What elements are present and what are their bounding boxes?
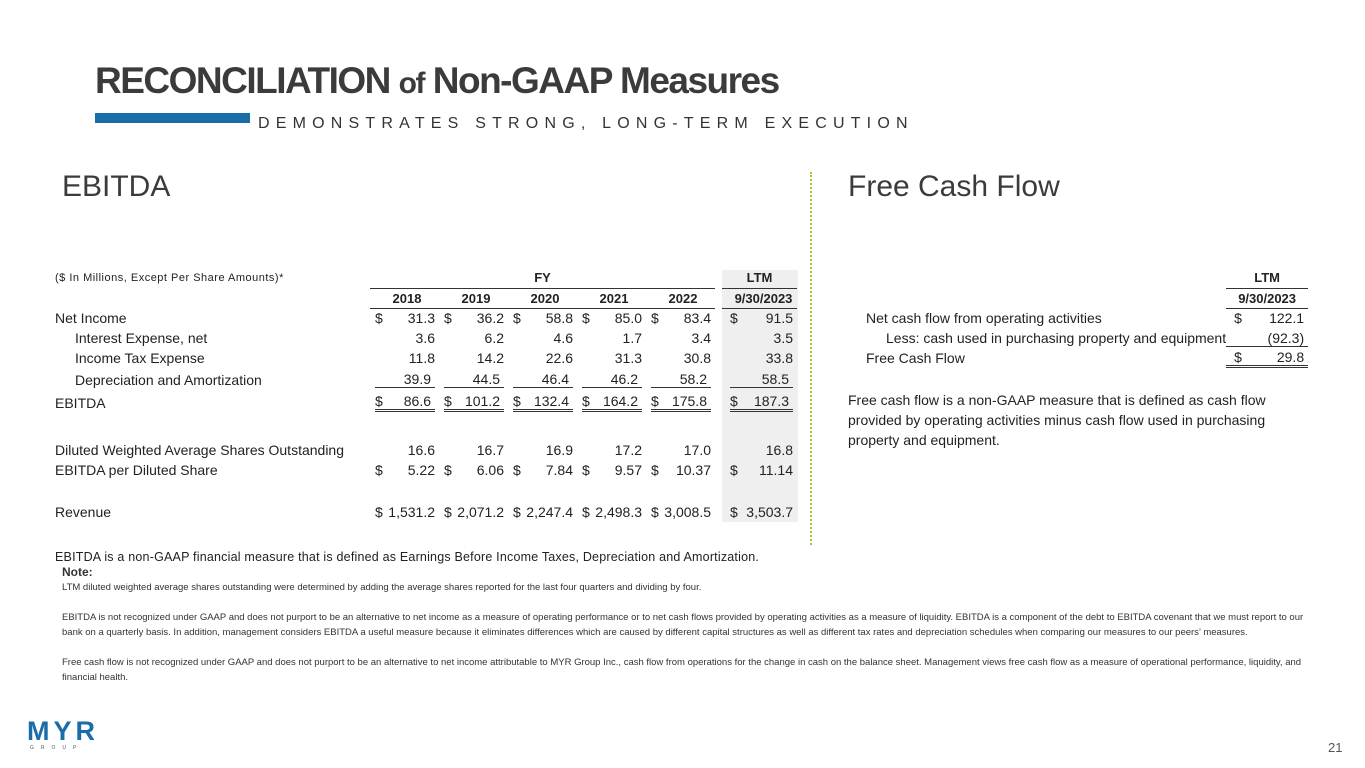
dollar-sign: $ [582,310,590,327]
value-cell [439,391,508,414]
spacer-row [55,480,797,502]
cell-value: 2,247.4 [526,504,573,520]
cell-value: 44.5 [472,371,500,387]
cell-value: 22.6 [545,350,573,366]
dollar-sign: $ [651,462,659,478]
cell-value: 3,503.7 [746,504,793,520]
cell-value: 16.9 [545,442,573,458]
cell-value: 29.8 [1276,348,1305,365]
value-cell [646,460,715,480]
table-row [55,308,797,328]
header-row [55,288,797,308]
cell-value: 14.2 [476,350,504,366]
ebitda-definition: EBITDA is a non-GAAP financial measure that is defined as Earnings Before Income Taxes, Depreciation and Amortization. [55,550,760,564]
column-header: 2019 [439,288,508,308]
cell-value: 9.57 [614,462,642,478]
value-cell [508,348,577,368]
subtitle: DEMONSTRATES STRONG, LONG-TERM EXECUTION [258,115,914,132]
dollar-sign: $ [513,504,521,520]
value-cell [577,440,646,460]
value-cell [646,348,715,368]
cell-value: 6.06 [476,462,504,478]
cell-value: 175.8 [671,393,707,409]
value-cell [722,328,797,348]
value-cell [646,391,715,414]
value-cell [646,502,715,522]
value-cell [370,460,439,480]
cell-value: 58.2 [679,371,707,387]
value-cell [722,460,797,480]
note-item: LTM diluted weighted average shares outstanding were determined by adding the average shares reported for the last four quarters and dividing by four. [62,582,702,593]
dollar-sign: $ [1234,348,1242,365]
value-cell [508,368,577,391]
value-cell [577,502,646,522]
value-cell [646,308,715,328]
dollar-sign: $ [582,462,590,478]
table-row [55,348,797,368]
cell-value: 85.0 [614,310,642,327]
dollar-sign: $ [513,393,521,409]
dollar-sign: $ [444,504,452,520]
value-cell [439,440,508,460]
table-row [55,368,797,391]
cell-value: 91.5 [765,310,793,327]
header-row [866,288,1308,308]
table-row [55,328,797,348]
header-row [866,268,1308,288]
cell-value: 7.84 [545,462,573,478]
value-cell [370,391,439,414]
column-header: 2018 [370,288,439,308]
value-cell [577,460,646,480]
column-header: 9/30/2023 [1226,288,1308,308]
dollar-sign: $ [1234,310,1242,327]
value-cell [508,460,577,480]
cell-value: 11.8 [408,350,435,366]
cell-value: 46.2 [610,371,638,387]
dollar-sign: $ [651,393,659,409]
cell-value: 36.2 [476,310,504,327]
value-cell [646,440,715,460]
row-label: Depreciation and Amortization [75,371,262,388]
cell-value: 4.6 [553,330,573,346]
row-label: Interest Expense, net [75,330,208,346]
cell-value: 31.3 [407,310,435,327]
row-label: Revenue [55,504,112,520]
table-row [55,460,797,480]
cell-value: 17.0 [683,442,711,458]
value-cell [1226,348,1308,368]
cell-value: 83.4 [683,310,711,327]
ebitda-table [55,268,797,522]
cell-value: 58.8 [545,310,573,327]
title-main: RECONCILIATION [95,60,390,101]
row-label: Less: cash used in purchasing property and equipment [886,330,1227,346]
table-row [55,391,797,414]
accent-bar [95,113,250,123]
value-cell [439,328,508,348]
ltm-label: LTM [722,268,797,288]
table-row [866,348,1308,368]
cell-value: 16.6 [407,442,435,458]
dollar-sign: $ [730,462,738,478]
dollar-sign: $ [513,310,521,327]
value-cell [646,368,715,391]
value-cell [722,440,797,460]
cell-value: 3.4 [691,330,711,346]
cell-value: 2,498.3 [595,504,642,520]
cell-value: 3.6 [415,330,435,346]
cell-value: 16.7 [476,442,504,458]
row-label: Income Tax Expense [75,350,205,366]
note-item: Free cash flow is not recognized under GAAP and does not purport to be an alternative to net income attributable to MYR Group Inc., cash flow from operations for the change in cash on the balance sheet. Management views free cash flow as a measure of operational performance, liquidity, and financial health. [62,657,1302,683]
myr-group-logo [27,716,95,750]
dollar-sign: $ [582,504,590,520]
dollar-sign: $ [730,393,738,409]
fcf-heading: Free Cash Flow [848,170,1060,203]
cell-value: 86.6 [403,393,431,409]
section-divider [810,172,812,545]
value-cell [370,368,439,391]
page-number: 21 [1328,740,1343,755]
value-cell [577,391,646,414]
column-header: 2021 [577,288,646,308]
svg-text:MYR: MYR [27,716,93,746]
value-cell [370,440,439,460]
cell-value: 122.1 [1269,310,1305,327]
table-row [866,328,1308,348]
cell-value: 3,008.5 [664,504,711,520]
dollar-sign: $ [730,310,738,327]
cell-value: 30.8 [683,350,711,366]
title-rest: Non-GAAP Measures [432,60,779,101]
column-header: 2020 [508,288,577,308]
cell-value: 101.2 [464,393,500,409]
svg-text:GROUP: GROUP [30,745,84,750]
dollar-sign: $ [375,310,383,327]
cell-value: 33.8 [765,350,793,366]
cell-value: 164.2 [602,393,638,409]
value-cell [439,368,508,391]
row-label: Free Cash Flow [866,350,965,366]
notes [62,565,1312,700]
dollar-sign: $ [375,504,383,520]
column-header: 2022 [646,288,715,308]
row-label: EBITDA per Diluted Share [55,462,218,478]
value-cell [439,348,508,368]
table-row [55,502,797,522]
value-cell [722,502,797,522]
value-cell [722,308,797,328]
value-cell [370,502,439,522]
cell-value: 17.2 [614,442,642,458]
value-cell [722,348,797,368]
value-cell [577,308,646,328]
value-cell [439,460,508,480]
column-header: 9/30/2023 [722,288,797,308]
value-cell [577,328,646,348]
value-cell [508,502,577,522]
value-cell [508,440,577,460]
notes-title: Note: [62,565,93,579]
value-cell [577,348,646,368]
row-label: Net cash flow from operating activities [866,310,1102,326]
table-row [866,308,1308,328]
value-cell [508,328,577,348]
value-cell [370,328,439,348]
row-label: EBITDA [55,394,106,411]
title-of: of [398,67,424,100]
value-cell [1226,328,1308,348]
dollar-sign: $ [582,393,590,409]
cell-value: 39.9 [403,371,431,387]
dollar-sign: $ [375,393,383,409]
row-label: Net Income [55,310,127,326]
value-cell [722,391,797,414]
value-cell [508,391,577,414]
cell-value: 11.14 [759,462,793,478]
fcf-table [866,268,1308,368]
value-cell [439,502,508,522]
note-item: EBITDA is not recognized under GAAP and does not purport to be an alternative to net income as a measure of operating performance or to net cash flows provided by operating activities as a measure of liquidity. EBITDA is a component of the debt to EBITDA covenant that we must report to our bank on a quarterly basis. In addition, management considers EBITDA a useful measure because it eliminates differences which are caused by different capital structures as well as different tax rates and depreciation schedules when comparing our measures to our peers’ measures. [62,612,1304,638]
dollar-sign: $ [375,462,383,478]
value-cell [722,368,797,391]
dollar-sign: $ [513,462,521,478]
value-cell [646,328,715,348]
cell-value: 31.3 [614,350,642,366]
cell-value: 46.4 [541,371,569,387]
value-cell [439,308,508,328]
value-cell [577,368,646,391]
fy-label: FY [370,268,715,288]
ltm-label: LTM [1226,268,1308,288]
row-label: Diluted Weighted Average Shares Outstanding [55,442,345,458]
page-title [95,60,779,102]
cell-value: 58.5 [761,371,789,387]
cell-value: 187.3 [753,393,789,409]
cell-value: 10.37 [675,462,711,478]
fcf-note: Free cash flow is a non-GAAP measure that is defined as cash flow provided by operating activities minus cash flow used in purchasing property and equipment. [848,392,1266,448]
spacer-row [55,414,797,440]
value-cell [1226,308,1308,328]
dollar-sign: $ [444,393,452,409]
cell-value: 1.7 [622,330,642,346]
ebitda-heading: EBITDA [62,170,171,203]
header-row [55,268,797,288]
value-cell [508,308,577,328]
cell-value: (92.3) [1267,329,1305,346]
dollar-sign: $ [651,504,659,520]
cell-value: 3.5 [773,330,793,346]
cell-value: 132.4 [533,393,569,409]
cell-value: 2,071.2 [457,504,504,520]
value-cell [370,308,439,328]
cell-value: 1,531.2 [388,504,435,520]
dollar-sign: $ [444,462,452,478]
cell-value: 16.8 [765,442,793,458]
dollar-sign: $ [651,310,659,327]
cell-value: 6.2 [484,330,504,346]
value-cell [370,348,439,368]
dollar-sign: $ [444,310,452,327]
dollar-sign: $ [730,504,738,520]
cell-value: 5.22 [407,462,435,478]
table-row [55,440,797,460]
units-label: ($ In Millions, Except Per Share Amounts)* [55,272,284,284]
